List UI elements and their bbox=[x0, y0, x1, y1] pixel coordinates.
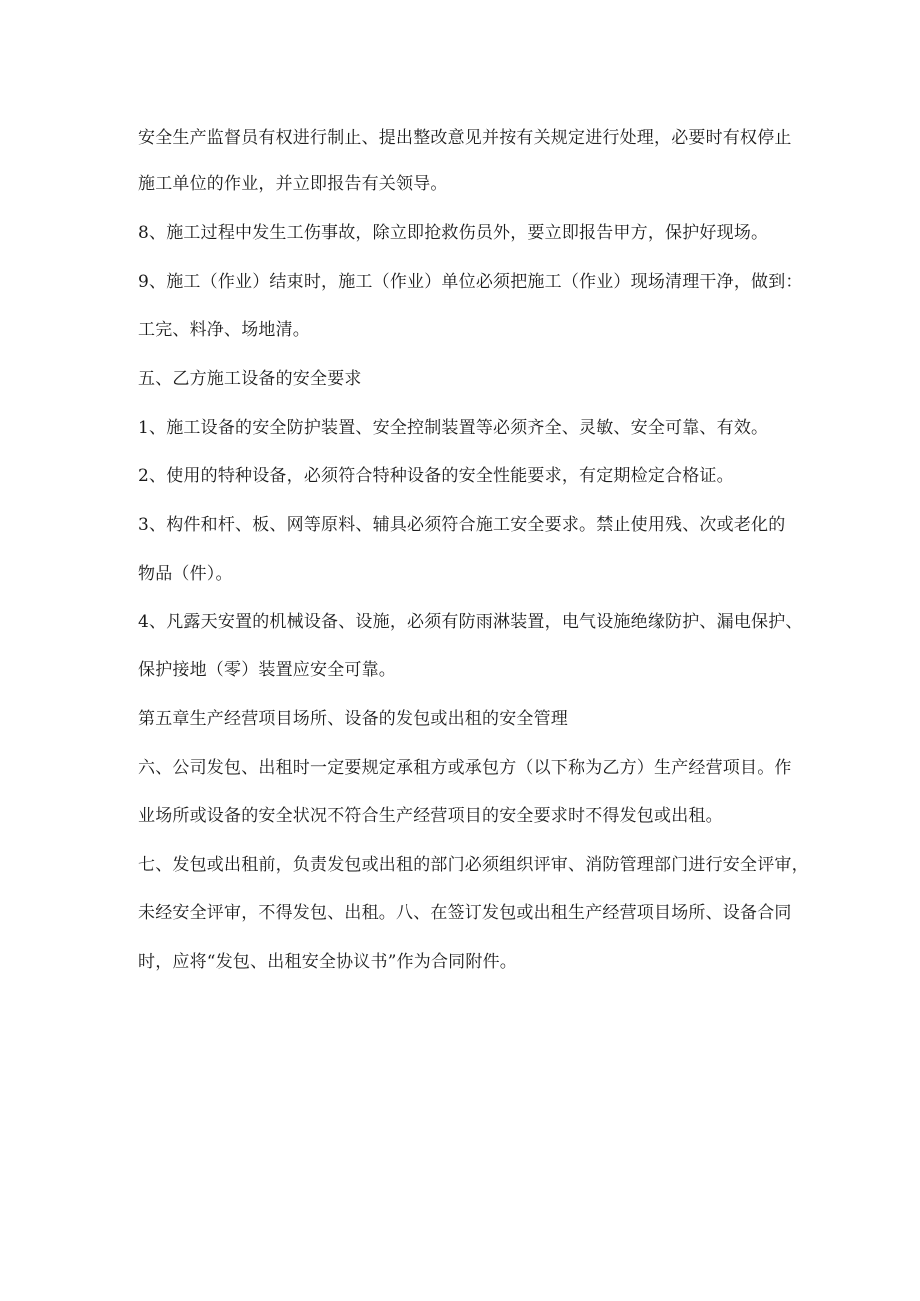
text-line: 安全生产监督员有权进行制止、提出整改意见并按有关规定进行处理，必要时有权停止 bbox=[138, 128, 792, 148]
list-item-2: 2、使用的特种设备，必须符合特种设备的安全性能要求，有定期检定合格证。 bbox=[138, 466, 734, 486]
list-item-9: 9、施工（作业）结束时，施工（作业）单位必须把施工（作业）现场清理干净，做到： bbox=[138, 272, 803, 292]
text-line: 工完、料净、场地清。 bbox=[138, 320, 310, 340]
paragraph-seven: 七、发包或出租前，负责发包或出租的部门必须组织评审、消防管理部门进行安全评审， bbox=[138, 855, 809, 875]
chapter-heading: 第五章生产经营项目场所、设备的发包或出租的安全管理 bbox=[138, 709, 568, 729]
paragraph-six: 六、公司发包、出租时一定要规定承租方或承包方（以下称为乙方）生产经营项目。作 bbox=[138, 758, 792, 778]
text-line: 业场所或设备的安全状况不符合生产经营项目的安全要求时不得发包或出租。 bbox=[138, 806, 723, 826]
list-item-4: 4、凡露天安置的机械设备、设施，必须有防雨淋装置，电气设施绝缘防护、漏电保护、 bbox=[138, 612, 803, 632]
list-item-8: 8、施工过程中发生工伤事故，除立即抢救伤员外，要立即报告甲方，保护好现场。 bbox=[138, 223, 769, 243]
text-line: 保护接地（零）装置应安全可靠。 bbox=[138, 660, 396, 680]
text-line: 时，应将“发包、出租安全协议书”作为合同附件。 bbox=[138, 952, 517, 972]
list-item-3: 3、构件和杆、板、网等原料、辅具必须符合施工安全要求。禁止使用残、次或老化的 bbox=[138, 515, 786, 535]
text-line: 物品（件）。 bbox=[138, 564, 233, 584]
section-heading: 五、乙方施工设备的安全要求 bbox=[138, 369, 362, 389]
list-item-1: 1、施工设备的安全防护装置、安全控制装置等必须齐全、灵敏、安全可靠、有效。 bbox=[138, 418, 769, 438]
text-line: 未经安全评审，不得发包、出租。八、在签订发包或出租生产经营项目场所、设备合同 bbox=[138, 903, 792, 923]
text-line: 施工单位的作业，并立即报告有关领导。 bbox=[138, 174, 448, 194]
